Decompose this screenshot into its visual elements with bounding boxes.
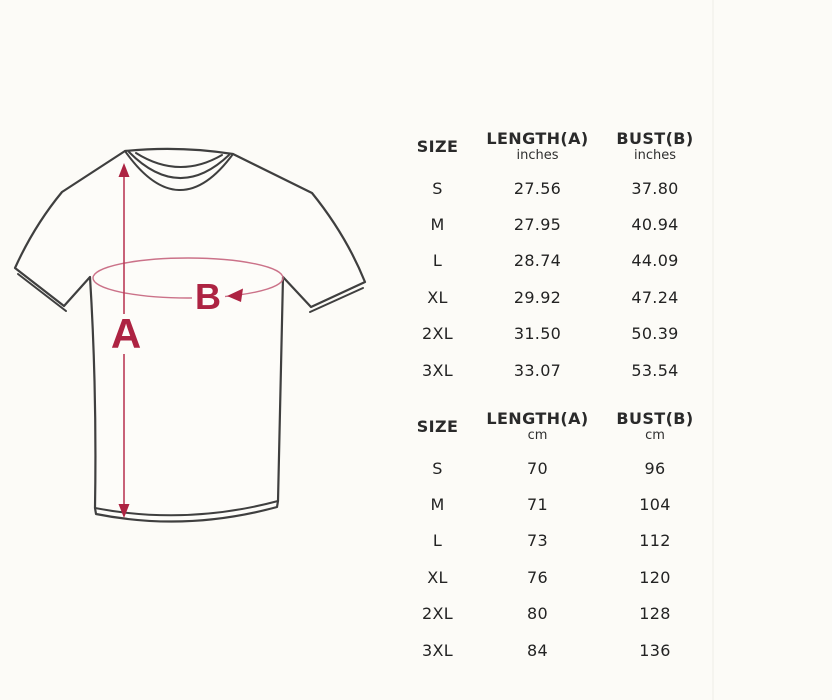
table-row: [405, 352, 705, 388]
column-header-length: [470, 130, 605, 164]
size-cell: 3XL: [422, 360, 453, 380]
length-cell: 80: [527, 604, 548, 624]
table-row: [405, 206, 705, 242]
column-title: LENGTH(A): [486, 129, 589, 148]
column-title: LENGTH(A): [486, 409, 589, 428]
size-cell: XL: [427, 287, 448, 307]
length-cell: 84: [527, 640, 548, 660]
size-cell: M: [430, 495, 445, 515]
table-row: [405, 596, 705, 632]
size-cell: S: [432, 458, 443, 478]
column-unit: inches: [633, 148, 676, 163]
length-cell: 31.50: [513, 324, 562, 344]
length-cell: 27.56: [513, 178, 562, 198]
table-row: [405, 450, 705, 486]
table-row: [405, 486, 705, 522]
tshirt-outline: [15, 149, 365, 522]
column-unit: inches: [516, 148, 559, 163]
size-cell: L: [432, 251, 443, 271]
size-cell: 2XL: [422, 604, 453, 624]
bust-cell: 128: [639, 604, 671, 624]
table-row: [405, 279, 705, 315]
table-body: [405, 450, 705, 668]
length-cell: 29.92: [513, 287, 562, 307]
bust-cell: 120: [639, 567, 671, 587]
length-cell: 73: [527, 531, 548, 551]
bust-label: B: [195, 276, 221, 317]
table-header: [405, 410, 705, 444]
table-row: [405, 170, 705, 206]
length-label: A: [110, 310, 142, 357]
photo-seam-line: [712, 0, 714, 700]
table-row: [405, 316, 705, 352]
table-row: [405, 523, 705, 559]
table-header: [405, 130, 705, 164]
length-cell: 71: [527, 495, 548, 515]
column-header-length: [470, 410, 605, 444]
bust-cell: 104: [639, 495, 671, 515]
bust-cell: 47.24: [631, 287, 679, 307]
column-title: BUST(B): [616, 409, 694, 428]
column-unit: cm: [645, 428, 665, 443]
length-cell: 70: [527, 458, 548, 478]
table-row: [405, 559, 705, 595]
bust-cell: 37.80: [631, 178, 679, 198]
size-cell: M: [430, 215, 445, 235]
table-row: [405, 243, 705, 279]
bust-cell: 96: [644, 458, 666, 478]
column-title: SIZE: [416, 137, 459, 156]
size-cell: L: [432, 531, 443, 551]
length-cell: 27.95: [513, 215, 562, 235]
size-cell: 2XL: [422, 324, 453, 344]
column-header-bust: [605, 130, 705, 164]
size-table-cm: [405, 410, 705, 668]
bust-cell: 112: [639, 531, 671, 551]
bust-cell: 40.94: [631, 215, 679, 235]
column-title: SIZE: [416, 417, 459, 436]
length-cell: 33.07: [513, 360, 562, 380]
column-unit: cm: [527, 428, 548, 443]
bust-cell: 53.54: [631, 360, 679, 380]
size-table-inches: [405, 130, 705, 388]
length-cell: 76: [527, 567, 548, 587]
column-header-size: [405, 410, 470, 444]
bust-cell: 50.39: [631, 324, 679, 344]
size-cell: 3XL: [422, 640, 453, 660]
bust-cell: 136: [639, 640, 671, 660]
tshirt-diagram: [0, 130, 400, 560]
size-cell: XL: [427, 567, 448, 587]
length-cell: 28.74: [513, 251, 562, 271]
table-body: [405, 170, 705, 388]
bust-cell: 44.09: [631, 251, 679, 271]
size-cell: S: [432, 178, 443, 198]
column-title: BUST(B): [616, 129, 694, 148]
column-header-bust: [605, 410, 705, 444]
column-header-size: [405, 130, 470, 164]
table-row: [405, 632, 705, 668]
